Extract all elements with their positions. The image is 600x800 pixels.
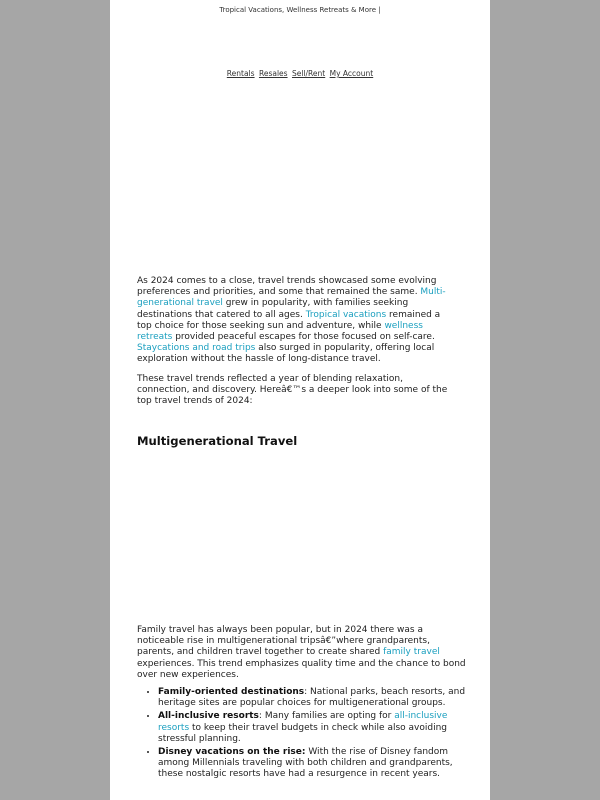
list-item xyxy=(158,711,467,745)
intro-text: grew in popularity, with families seeking destinations that catered to all ages. xyxy=(137,298,409,320)
list-item-title: All-inclusive resorts xyxy=(158,711,259,722)
trend-list xyxy=(137,687,467,781)
link-family-travel[interactable]: family travel xyxy=(383,647,440,658)
link-staycations-road-trips[interactable]: Staycations and road trips xyxy=(137,343,256,354)
link-wellness-retreats[interactable]: wellness retreats xyxy=(137,320,423,343)
list-item-text: : National parks, beach resorts, and heritage sites are popular choices for multigenerational groups. xyxy=(158,687,466,709)
preheader-text: Tropical Vacations, Wellness Retreats & More | xyxy=(219,6,381,14)
list-item xyxy=(158,747,467,781)
section-content xyxy=(137,625,467,783)
nav-link-resales[interactable]: Resales xyxy=(258,69,288,78)
list-item-text: : Many families are opting for xyxy=(258,711,395,722)
nav-link-rentals[interactable]: Rentals xyxy=(226,69,255,78)
section-text: Family travel has always been popular, but in 2024 there was a noticeable rise in multigenerational tripsâ€”where grandparents, parents, and children travel together to create shared xyxy=(137,625,430,658)
intro-paragraph-2: These travel trends reflected a year of blending relaxation, connection, and discovery. Hereâ€™s a deeper look into some of the top travel trends of 2024: xyxy=(137,373,448,407)
intro-text: As 2024 comes to a close, travel trends showcased some evolving preferences and priorities, and some that remained the same. xyxy=(137,276,437,298)
intro-text: remained a top choice for those seeking sun and adventure, while xyxy=(137,309,441,331)
top-nav xyxy=(110,69,490,78)
intro-text: provided peaceful escapes for those focused on self-care. xyxy=(172,332,435,343)
link-tropical-vacations[interactable]: Tropical vacations xyxy=(305,309,387,320)
section-text: experiences. This trend emphasizes quality time and the chance to bond over new experiences. xyxy=(137,658,466,680)
list-item-text: With the rise of Disney fandom among Millennials traveling with both children and grandparents, these nostalgic resorts have had a resurgence in recent years. xyxy=(158,747,453,780)
section-heading-multigenerational: Multigenerational Travel xyxy=(137,434,298,448)
email-page xyxy=(110,0,490,800)
link-all-inclusive-resorts[interactable]: all-inclusive resorts xyxy=(158,711,448,733)
intro-text: also surged in popularity, offering local exploration without the hassle of long-distance travel. xyxy=(137,343,435,365)
nav-link-sell-rent[interactable]: Sell/Rent xyxy=(291,69,326,78)
nav-link-my-account[interactable]: My Account xyxy=(329,69,374,78)
list-item-title: Disney vacations on the rise: xyxy=(158,747,306,758)
intro-content xyxy=(137,276,457,415)
intro-paragraph xyxy=(137,276,457,366)
link-multi-generational-travel[interactable]: Multi-generational travel xyxy=(137,287,446,309)
section-paragraph xyxy=(137,625,467,681)
list-item-title: Family-oriented destinations xyxy=(158,687,305,698)
list-item xyxy=(158,687,467,709)
list-item-text: to keep their travel budgets in check while also avoiding stressful planning. xyxy=(158,722,448,744)
